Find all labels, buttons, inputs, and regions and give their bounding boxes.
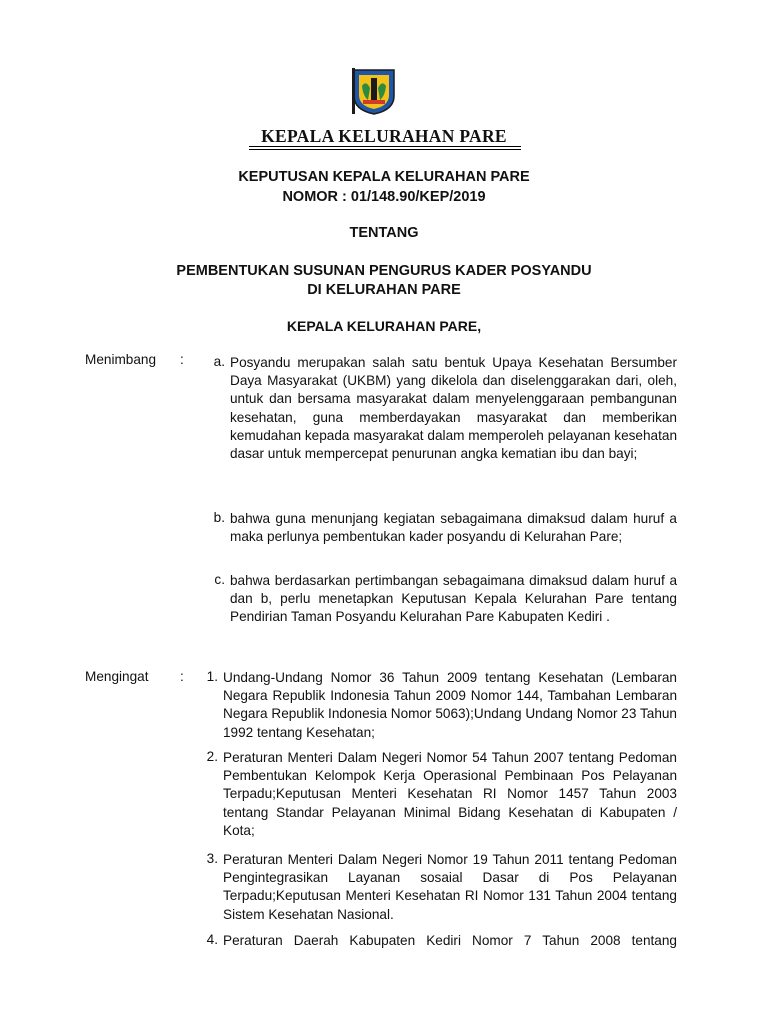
mengingat-marker-1: 1. [206,669,218,684]
header-underline [249,146,521,147]
menimbang-marker-c: c. [214,572,225,587]
menimbang-item-c: bahwa berdasarkan pertimbangan sebagaimana dimaksud dalam huruf a dan b, perlu menetapkan Keputusan Kepala Kelurahan Pare tentang Pendirian Taman Posyandu Kelurahan Pare Kabupaten Kediri . [230,573,677,625]
menimbang-marker-a: a. [213,354,225,369]
mengingat-label: Mengingat [85,669,149,684]
header-underline-second [249,149,521,150]
mengingat-item-1: Undang-Undang Nomor 36 Tahun 2009 tentang Kesehatan (Lembaran Negara Republik Indonesia Tahun 2009 Nomor 144, Tambahan Lembaran Negara Republik Indonesia Nomor 5063);Undang Undang Nomor 23 Tahun 1992 tentang Kesehatan; [223,670,677,740]
mengingat-marker-3: 3. [206,851,218,866]
issuer-heading: KEPALA KELURAHAN PARE, [286,318,482,334]
subject-line-2: DI KELURAHAN PARE [307,282,461,298]
mengingat-item-2: Peraturan Menteri Dalam Negeri Nomor 54 Tahun 2007 tentang Pedoman Pembentukan Kelompok Kerja Operasional Pembinaan Pos Pelayanan Terpadu;Keputusan Menteri Kesehatan RI Nomor 1457 Tahun 2003 tentang Standar Pelayanan Minimal Bidang Kesehatan di Kabupaten / Kota; [223,750,677,838]
decree-title: KEPUTUSAN KEPALA KELURAHAN PARE [238,169,530,185]
mengingat-colon: : [180,669,184,684]
mengingat-item-4: Peraturan Daerah Kabupaten Kediri Nomor 7 Tahun 2008 tentang [223,933,677,948]
mengingat-marker-2: 2. [206,749,218,764]
menimbang-marker-b: b. [213,510,225,525]
regency-emblem-icon [350,66,398,116]
about-heading: TENTANG [349,225,419,241]
document-header-title: KEPALA KELURAHAN PARE [261,126,507,146]
menimbang-label: Menimbang [85,352,157,367]
mengingat-marker-4: 4. [206,932,218,947]
menimbang-item-b: bahwa guna menunjang kegiatan sebagaimana dimaksud dalam huruf a maka perlunya pembentukan kader posyandu di Kelurahan Pare; [230,511,677,545]
mengingat-item-3: Peraturan Menteri Dalam Negeri Nomor 19 Tahun 2011 tentang Pedoman Pengintegrasikan Layanan sosaial Dasar di Pos Pelayanan Terpadu;Keputusan Menteri Kesehatan RI Nomor 131 Tahun 2004 tentang Sistem Kesehatan Nasional. [223,852,677,922]
subject-line-1: PEMBENTUKAN SUSUNAN PENGURUS KADER POSYANDU [176,263,592,279]
decree-number: NOMOR : 01/148.90/KEP/2019 [282,189,486,205]
menimbang-item-a: Posyandu merupakan salah satu bentuk Upaya Kesehatan Bersumber Daya Masyarakat (UKBM) yang dikelola dan diselenggarakan dari, oleh, untuk dan bersama masyarakat dalam menyelenggaraan pembangunan kesehatan, guna memberdayakan masyarakat dan memberikan kemudahan kepada masyarakat dalam memperoleh pelayanan kesehatan dasar untuk mempercepat penurunan angka kematian ibu dan bayi; [230,355,677,462]
menimbang-colon: : [180,352,184,367]
